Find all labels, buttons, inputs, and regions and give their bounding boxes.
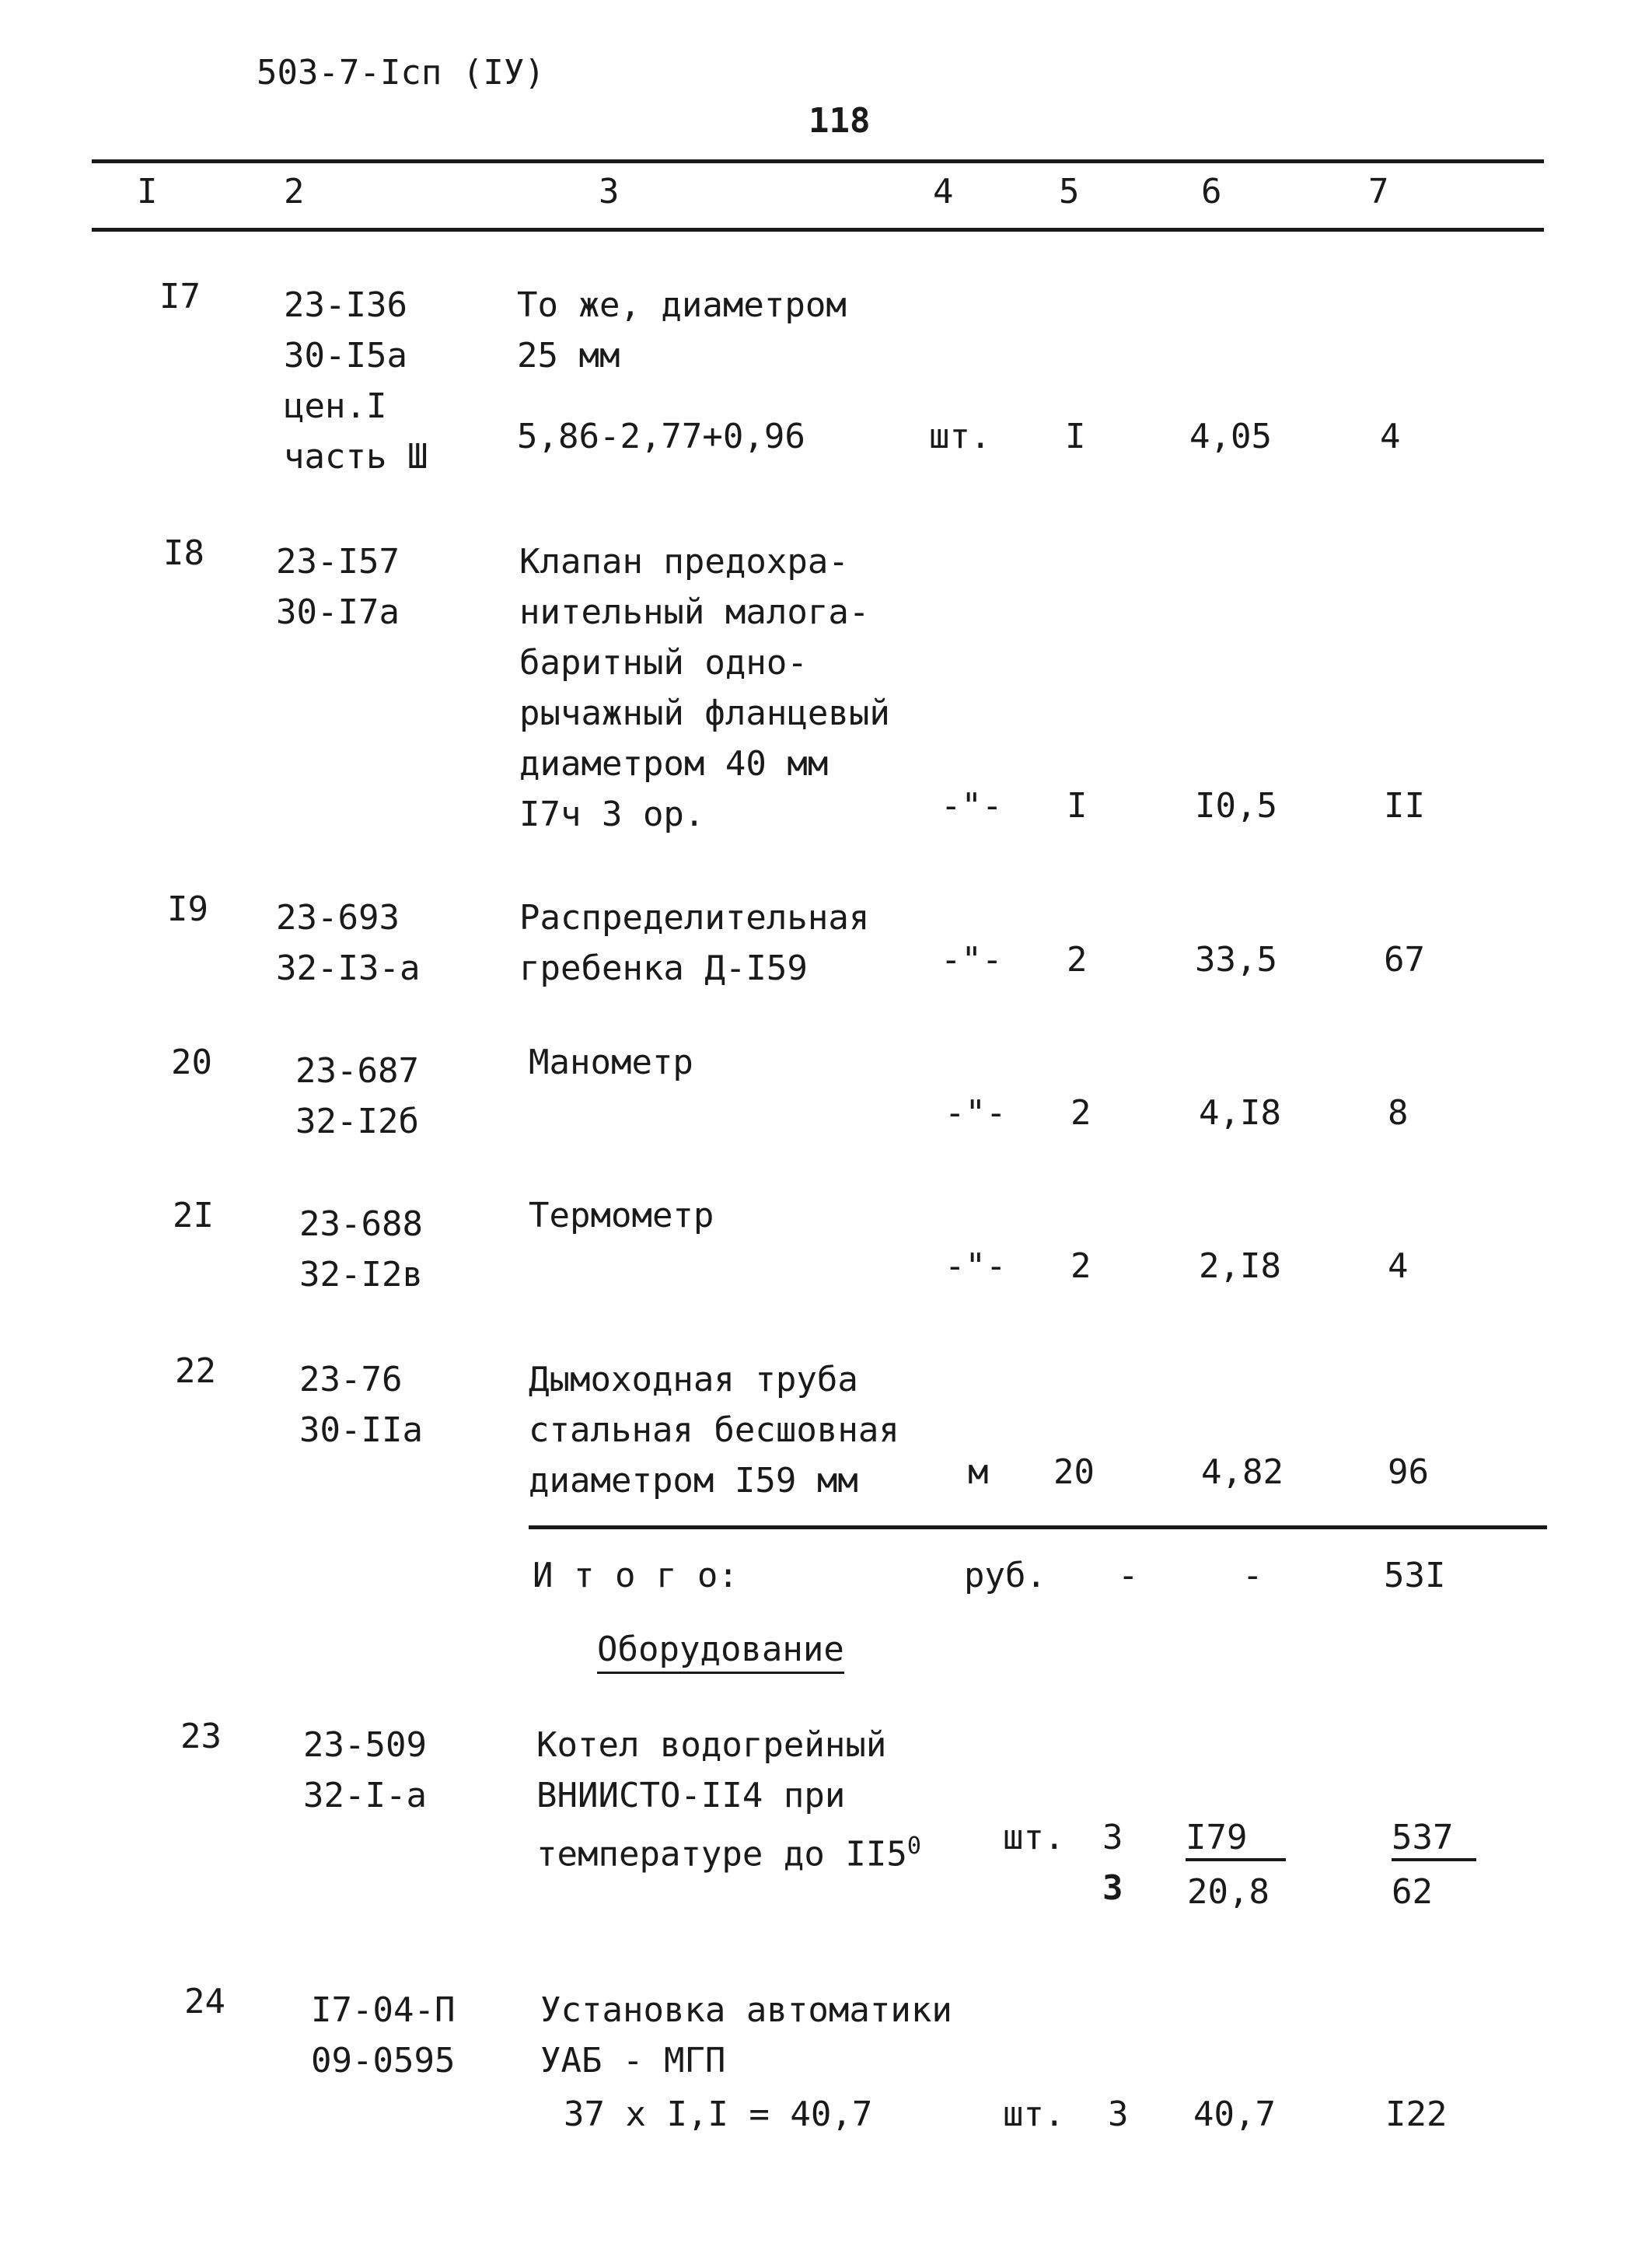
- subtotal-rule: [529, 1525, 1547, 1529]
- code-line: 23-688: [299, 1204, 423, 1244]
- row-unit-price: 2,I8: [1199, 1246, 1281, 1286]
- code-line: I7-04-П: [311, 1990, 456, 2030]
- row-unit-price: 40,7: [1193, 2095, 1276, 2134]
- subtotal-unit: руб.: [964, 1556, 1046, 1595]
- row-price-top: [1186, 1818, 1286, 1861]
- row-number: I9: [167, 889, 208, 929]
- description-line: Дымоходная труба: [529, 1360, 858, 1399]
- row-number: 20: [171, 1043, 212, 1082]
- row-description: [517, 280, 847, 381]
- row-unit: -"-: [941, 940, 1003, 980]
- row-total: 4: [1380, 417, 1401, 456]
- row-unit: -"-: [941, 786, 1003, 826]
- row-total: 4: [1388, 1246, 1409, 1286]
- code-line: 32-I-a: [303, 1776, 427, 1815]
- description-line: нительный малога-: [519, 592, 870, 632]
- code-line: 32-I3-a: [276, 949, 421, 988]
- section-title: [597, 1630, 844, 1674]
- row-quantity: I: [1065, 417, 1086, 456]
- row-number: 22: [175, 1351, 216, 1391]
- row-number: I7: [159, 277, 201, 316]
- description-line: Распределительная: [519, 898, 870, 938]
- row-code: [311, 1985, 455, 2086]
- row-unit: шт.: [929, 417, 991, 456]
- row-quantity: 20: [1053, 1452, 1095, 1492]
- description-line: 25 мм: [517, 336, 620, 376]
- description-line: УАБ - МГП: [540, 2041, 726, 2081]
- col-header-1: I: [137, 172, 158, 211]
- code-line: 23-687: [295, 1051, 419, 1091]
- row-code: [299, 1199, 423, 1300]
- row-description: Термометр: [529, 1196, 714, 1235]
- code-line: 23-693: [276, 898, 400, 938]
- description-line: гребенка Д-I59: [519, 949, 808, 988]
- description-text: температуре до II5: [536, 1834, 907, 1874]
- row-formula: 5,86-2,77+0,96: [517, 417, 805, 456]
- col-header-2: 2: [284, 172, 305, 211]
- row-price-bottom: 20,8: [1187, 1872, 1270, 1912]
- row-total: 67: [1384, 940, 1425, 980]
- subtotal-label: И т о г о:: [533, 1556, 739, 1595]
- row-quantity-top: 3: [1102, 1818, 1123, 1857]
- col-header-6: 6: [1201, 172, 1222, 211]
- row-unit-price: 33,5: [1195, 940, 1277, 980]
- row-unit-price: 4,82: [1201, 1452, 1284, 1492]
- row-unit: -"-: [945, 1093, 1007, 1133]
- description-line: То же, диаметром: [517, 285, 847, 325]
- row-quantity: 2: [1067, 940, 1088, 980]
- header-bottom-rule: [92, 228, 1544, 232]
- description-line: диаметром 40 мм: [519, 744, 829, 784]
- row-unit-price: 4,05: [1189, 417, 1272, 456]
- code-line: цен.I: [284, 386, 387, 426]
- description-line: диаметром I59 мм: [529, 1461, 858, 1501]
- row-unit-price: I0,5: [1195, 786, 1277, 826]
- row-total: 96: [1388, 1452, 1429, 1492]
- description-line: Клапан предохра-: [519, 542, 849, 582]
- description-line: ВНИИСТО-II4 при: [536, 1776, 846, 1815]
- section-title-text: Оборудование: [597, 1633, 844, 1674]
- description-line: рычажный фланцевый: [519, 694, 890, 733]
- row-code: [276, 893, 420, 994]
- row-description: [519, 536, 890, 840]
- page-number: 118: [809, 101, 871, 141]
- row-total-bottom: 62: [1392, 1872, 1433, 1912]
- row-quantity: 2: [1070, 1246, 1091, 1286]
- row-quantity-bottom: 3: [1102, 1868, 1123, 1908]
- row-number: I8: [163, 533, 204, 573]
- row-description: [529, 1354, 899, 1506]
- subtotal-total: 53I: [1384, 1556, 1446, 1595]
- code-line: 30-IIa: [299, 1410, 423, 1450]
- row-number: 23: [180, 1717, 222, 1756]
- row-number: 24: [184, 1982, 225, 2021]
- description-line: стальная бесшовная: [529, 1410, 899, 1450]
- description-line: баритный одно-: [519, 643, 808, 683]
- description-line: Котел водогрейный: [536, 1725, 887, 1765]
- row-total: 8: [1388, 1093, 1409, 1133]
- code-line: 23-I36: [284, 285, 407, 325]
- row-code: [303, 1720, 427, 1821]
- row-description: [540, 1985, 952, 2086]
- row-unit: шт.: [1003, 1818, 1065, 1857]
- code-line: 23-I57: [276, 542, 400, 582]
- row-number: 2I: [173, 1196, 214, 1235]
- degree-mark: 0: [906, 1832, 921, 1860]
- description-line: I7ч 3 ор.: [519, 795, 705, 834]
- row-code: [299, 1354, 423, 1455]
- code-line: 23-76: [299, 1360, 403, 1399]
- row-unit: шт.: [1003, 2095, 1065, 2134]
- code-line: часть Ш: [284, 437, 428, 477]
- row-formula: 37 x I,I = 40,7: [564, 2095, 873, 2134]
- col-header-3: 3: [599, 172, 620, 211]
- code-line: 32-I2в: [299, 1255, 423, 1294]
- code-line: 30-I7a: [276, 592, 400, 632]
- description-line: Установка автоматики: [540, 1990, 952, 2030]
- row-description: [519, 893, 869, 994]
- row-code: [284, 280, 428, 482]
- row-total-top: [1392, 1818, 1476, 1861]
- col-header-7: 7: [1368, 172, 1389, 211]
- code-line: 30-I5a: [284, 336, 407, 376]
- total-top-text: 537: [1392, 1821, 1476, 1861]
- subtotal-quantity: -: [1118, 1556, 1139, 1595]
- col-header-5: 5: [1059, 172, 1080, 211]
- code-line: 23-509: [303, 1725, 427, 1765]
- row-quantity: 3: [1108, 2095, 1129, 2134]
- row-quantity: I: [1067, 786, 1088, 826]
- description-line: [536, 1821, 921, 1880]
- row-quantity: 2: [1070, 1093, 1091, 1133]
- row-description: Манометр: [529, 1043, 693, 1082]
- code-line: 32-I2б: [295, 1102, 419, 1141]
- row-description: [536, 1720, 921, 1880]
- row-code: [295, 1046, 419, 1147]
- row-total: I22: [1385, 2095, 1448, 2134]
- table-top-rule: [92, 159, 1544, 163]
- price-top-text: I79: [1186, 1821, 1286, 1861]
- col-header-4: 4: [933, 172, 954, 211]
- row-code: [276, 536, 400, 638]
- row-unit: м: [968, 1452, 989, 1492]
- row-unit-price: 4,I8: [1199, 1093, 1281, 1133]
- subtotal-price: -: [1242, 1556, 1263, 1595]
- code-line: 09-0595: [311, 2041, 456, 2081]
- row-total: II: [1384, 786, 1425, 826]
- row-unit: -"-: [945, 1246, 1007, 1286]
- document-code: 503-7-Iсп (IУ): [257, 53, 545, 93]
